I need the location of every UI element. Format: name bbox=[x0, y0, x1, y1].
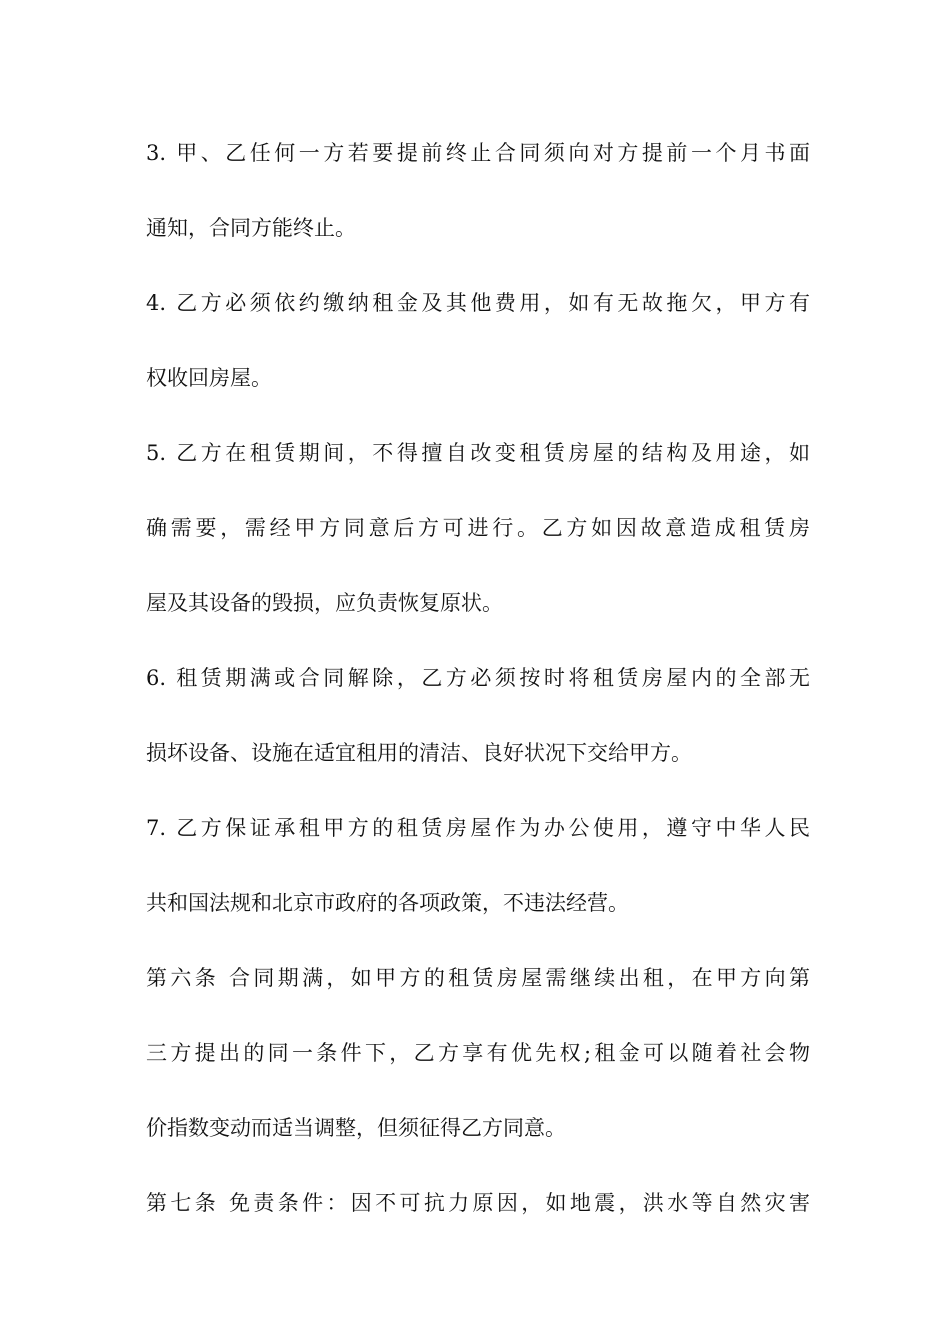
article-6-line-3: 价指数变动而适当调整，但须征得乙方同意。 bbox=[146, 1116, 566, 1140]
clause-4-line-2: 权收回房屋。 bbox=[146, 366, 272, 390]
clause-4-line-1: 4. 乙方必须依约缴纳租金及其他费用，如有无故拖欠，甲方有 bbox=[146, 291, 810, 315]
clause-3-line-1: 3. 甲、乙任何一方若要提前终止合同须向对方提前一个月书面 bbox=[146, 141, 810, 165]
clause-5-line-3: 屋及其设备的毁损，应负责恢复原状。 bbox=[146, 591, 503, 615]
clause-6-line-1: 6. 租赁期满或合同解除，乙方必须按时将租赁房屋内的全部无 bbox=[146, 666, 810, 690]
clause-6-line-2: 损坏设备、设施在适宜租用的清洁、良好状况下交给甲方。 bbox=[146, 741, 692, 765]
article-6-line-1: 第六条 合同期满，如甲方的租赁房屋需继续出租，在甲方向第 bbox=[146, 966, 810, 990]
article-7-line-1: 第七条 免责条件：因不可抗力原因，如地震，洪水等自然灾害 bbox=[146, 1191, 810, 1215]
article-6-line-2: 三方提出的同一条件下，乙方享有优先权;租金可以随着社会物 bbox=[146, 1041, 810, 1065]
contract-text-body bbox=[146, 132, 810, 1257]
clause-3-line-2: 通知，合同方能终止。 bbox=[146, 216, 356, 240]
clause-5-line-2: 确需要，需经甲方同意后方可进行。乙方如因故意造成租赁房 bbox=[146, 516, 810, 540]
clause-5-line-1: 5. 乙方在租赁期间，不得擅自改变租赁房屋的结构及用途，如 bbox=[146, 441, 810, 465]
clause-7-line-2: 共和国法规和北京市政府的各项政策，不违法经营。 bbox=[146, 891, 629, 915]
clause-7-line-1: 7. 乙方保证承租甲方的租赁房屋作为办公使用，遵守中华人民 bbox=[146, 816, 810, 840]
